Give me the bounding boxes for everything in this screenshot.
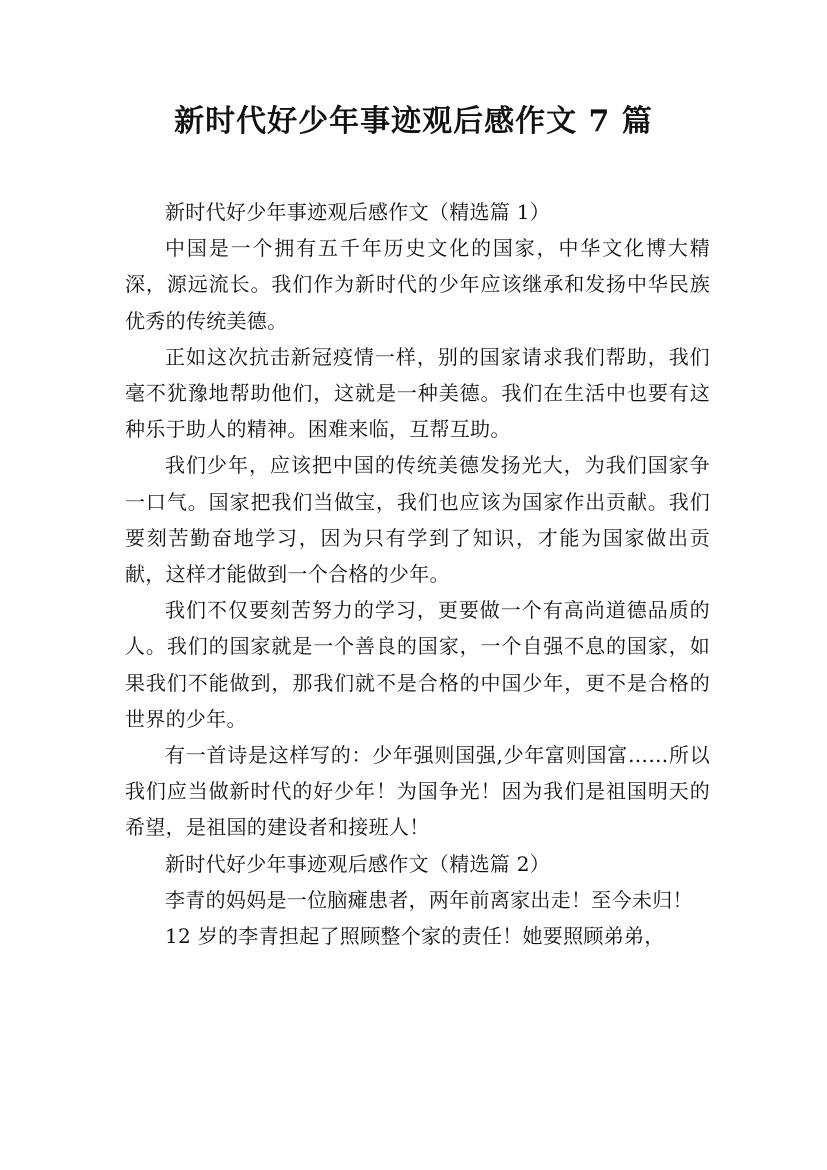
paragraph: 正如这次抗击新冠疫情一样，别的国家请求我们帮助，我们毫不犹豫地帮助他们，这就是一种美德。我们在生活中也要有这种乐于助人的精神。困难来临，互帮互助。 — [125, 344, 710, 442]
paragraph: 有一首诗是这样写的：少年强则国强,少年富则国富……所以我们应当做新时代的好少年！为国争光！因为我们是祖国明天的希望，是祖国的建设者和接班人！ — [125, 743, 710, 840]
document-body — [125, 194, 710, 954]
paragraph: 我们不仅要刻苦努力的学习，更要做一个有高尚道德品质的人。我们的国家就是一个善良的国家，一个自强不息的国家，如果我们不能做到，那我们就不是合格的中国少年，更不是合格的世界的少年。 — [125, 598, 710, 731]
paragraph: 中国是一个拥有五千年历史文化的国家，中华文化博大精深，源远流长。我们作为新时代的少年应该继承和发扬中华民族优秀的传统美德。 — [125, 236, 710, 333]
document-title: 新时代好少年事迹观后感作文 7 篇 — [174, 104, 653, 139]
section-heading-1: 新时代好少年事迹观后感作文（精选篇 1） — [165, 200, 551, 224]
paragraph: 我们少年，应该把中国的传统美德发扬光大，为我们国家争一口气。国家把我们当做宝，我们也应该为国家作出贡献。我们要刻苦勤奋地学习，因为只有学到了知识，才能为国家做出贡献，这样才能做到一个合格的少年。 — [125, 453, 710, 587]
section-heading-2: 新时代好少年事迹观后感作文（精选篇 2） — [165, 851, 551, 876]
paragraph: 李青的妈妈是一位脑瘫患者，两年前离家出走！至今未归！ — [165, 887, 693, 912]
paragraph: 12 岁的李青担起了照顾整个家的责任！她要照顾弟弟， — [165, 924, 665, 949]
